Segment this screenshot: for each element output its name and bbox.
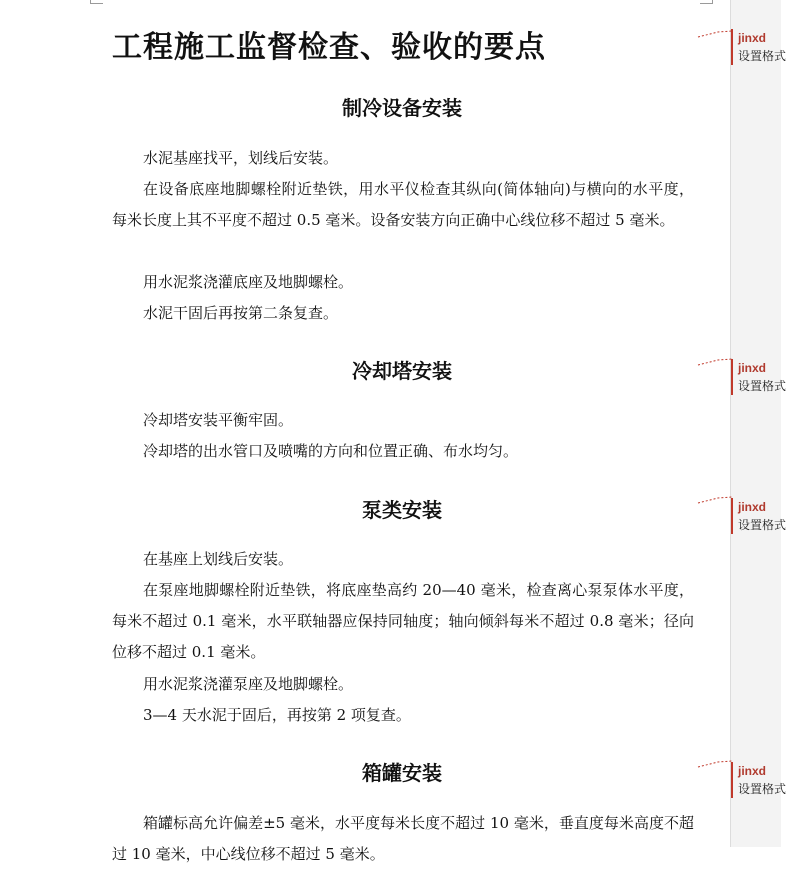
comment-author: jinxd: [738, 500, 767, 514]
comment-leader-line: [698, 760, 732, 768]
comment-text: 设置格式: [738, 49, 787, 63]
paragraph: 箱罐标高允许偏差±5 毫米，水平度每米长度不超过 10 毫米，垂直度每米高度不超过 10 毫米，中心线位移不超过 5 毫米。: [112, 814, 694, 863]
section-heading-pumps: 泵类安装: [362, 498, 442, 522]
paragraph: 3—4 天水泥于固后，再按第 2 项复查。: [143, 706, 411, 724]
comment-balloon[interactable]: [731, 498, 787, 534]
section-heading-refrigeration: 制冷设备安装: [342, 96, 462, 120]
paragraph: 在设备底座地脚螺栓附近垫铁，用水平仪检查其纵向(简体轴向)与横向的水平度，每米长度上其不平度不超过 0.5 毫米。设备安装方向正确中心线位移不超过 5 毫米。: [112, 180, 694, 229]
paragraph: 在基座上划线后安装。: [143, 550, 294, 568]
comment-balloon[interactable]: [731, 359, 787, 395]
comment-author: jinxd: [738, 764, 767, 778]
paragraph: 用水泥浆浇灌泵座及地脚螺栓。: [143, 675, 354, 693]
comment-leader-line: [698, 496, 732, 504]
document-title: 工程施工监督检查、验收的要点: [112, 30, 546, 65]
paragraph: 水泥干固后再按第二条复查。: [143, 304, 339, 322]
comment-text: 设置格式: [738, 518, 787, 532]
paragraph: 冷却塔的出水管口及喷嘴的方向和位置正确、布水均匀。: [143, 442, 519, 460]
paragraph: 冷却塔安装平衡牢固。: [143, 411, 294, 429]
paragraph: 在泵座地脚螺栓附近垫铁，将底座垫高约 20—40 毫米，检查离心泵泵体水平度，每米不超过 0.1 毫米，水平联轴器应保持同轴度；轴向倾斜每米不超过 0.8 毫米；径向位移不超过 0.1 毫米。: [112, 581, 694, 661]
crop-mark-top-left: [90, 0, 103, 4]
comment-text: 设置格式: [738, 379, 787, 393]
comment-text: 设置格式: [738, 782, 787, 796]
comment-leader-line: [698, 30, 732, 38]
paragraph: 水泥基座找平，划线后安装。: [143, 149, 339, 167]
comment-leader-line: [698, 358, 732, 366]
section-heading-cooling-tower: 冷却塔安装: [352, 359, 452, 383]
paragraph: 用水泥浆浇灌底座及地脚螺栓。: [143, 273, 354, 291]
comment-balloon[interactable]: [731, 29, 787, 65]
comment-margin-pane: [730, 0, 781, 847]
comment-author: jinxd: [738, 31, 767, 45]
crop-mark-top-right: [700, 0, 713, 4]
comment-author: jinxd: [738, 361, 767, 375]
comment-balloon[interactable]: [731, 762, 787, 798]
section-heading-tanks: 箱罐安装: [362, 761, 442, 785]
